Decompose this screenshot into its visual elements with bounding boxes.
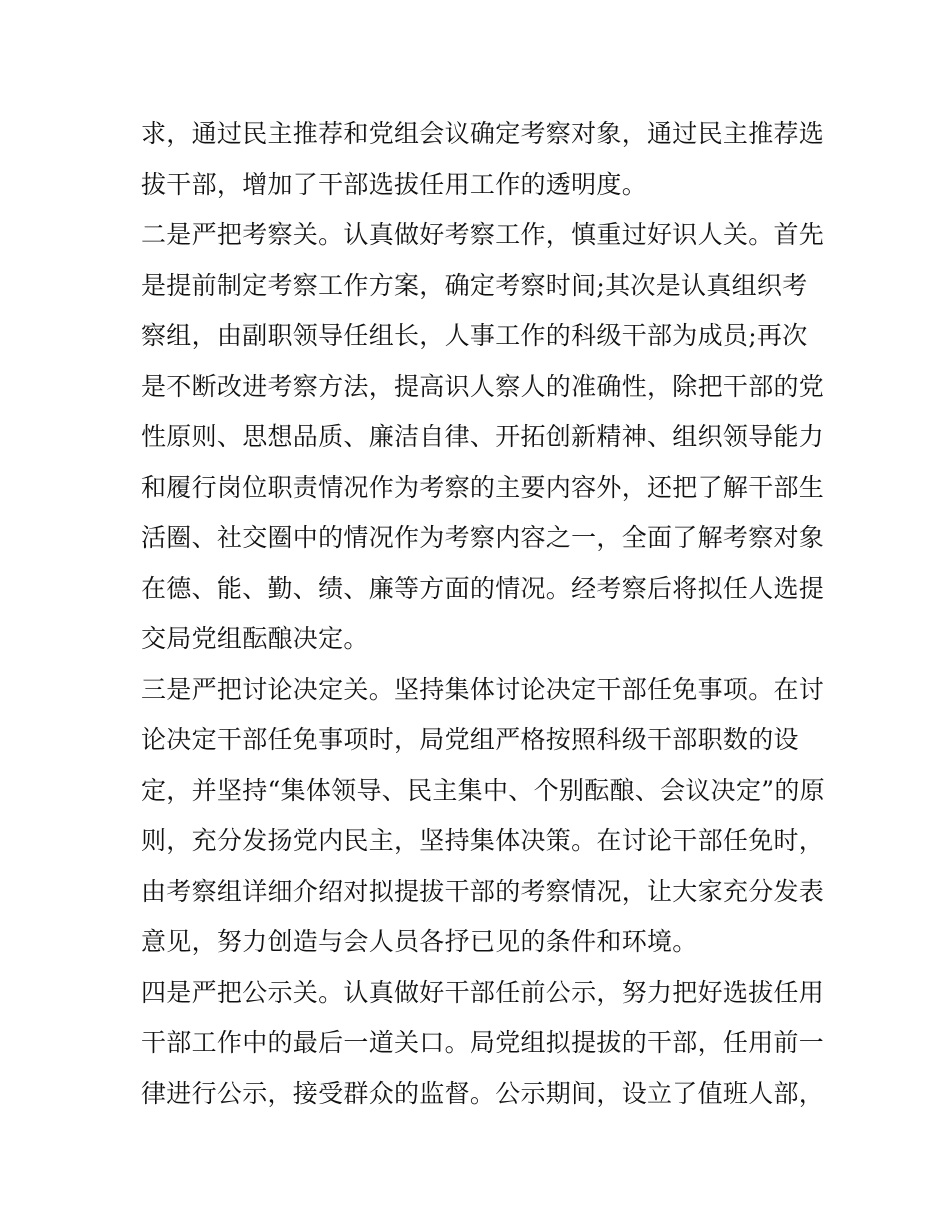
text-line: 二是严把考察关。认真做好考察工作，慎重过好识人关。首先 <box>141 220 825 249</box>
text-line: 性原则、思想品质、廉洁自律、开拓创新精神、组织领导能力 <box>141 422 825 451</box>
text-line: 交局党组酝酿决定。 <box>141 624 369 653</box>
text-line: 三是严把讨论决定关。坚持集体讨论决定干部任免事项。在讨 <box>141 674 825 704</box>
text-line: 四是严把公示关。认真做好干部任前公示，努力把好选拔任用 <box>141 977 825 1007</box>
text-line: 定，并坚持“集体领导、民主集中、个别酝酿、会议决定”的原 <box>141 775 825 805</box>
text-line: 论决定干部任免事项时，局党组严格按照科级干部职数的设 <box>141 725 799 754</box>
text-line: 由考察组详细介绍对拟提拔干部的考察情况，让大家充分发表 <box>141 876 825 906</box>
body-text <box>141 109 825 1119</box>
text-line: 活圈、社交圈中的情况作为考察内容之一，全面了解考察对象 <box>141 523 825 552</box>
text-line: 律进行公示，接受群众的监督。公示期间，设立了值班人部， <box>141 1078 825 1108</box>
text-line: 拔干部，增加了干部选拔任用工作的透明度。 <box>141 169 648 199</box>
text-line: 则，充分发扬党内民主，坚持集体决策。在讨论干部任免时， <box>141 826 825 855</box>
text-line: 意见，努力创造与会人员各抒已见的条件和环境。 <box>141 927 698 956</box>
text-line: 察组，由副职领导任组长，人事工作的科级干部为成员;再次 <box>141 321 808 350</box>
text-line: 和履行岗位职责情况作为考察的主要内容外，还把了解干部生 <box>141 472 825 502</box>
text-line: 是提前制定考察工作方案，确定考察时间;其次是认真组织考 <box>141 270 808 300</box>
text-line: 求，通过民主推荐和党组会议确定考察对象，通过民主推荐选 <box>141 119 825 148</box>
text-line: 是不断改进考察方法，提高识人察人的准确性，除把干部的党 <box>141 371 825 401</box>
text-line: 干部工作中的最后一道关口。局党组拟提拔的干部，任用前一 <box>141 1028 825 1057</box>
text-line: 在德、能、勤、绩、廉等方面的情况。经考察后将拟任人选提 <box>141 573 825 603</box>
